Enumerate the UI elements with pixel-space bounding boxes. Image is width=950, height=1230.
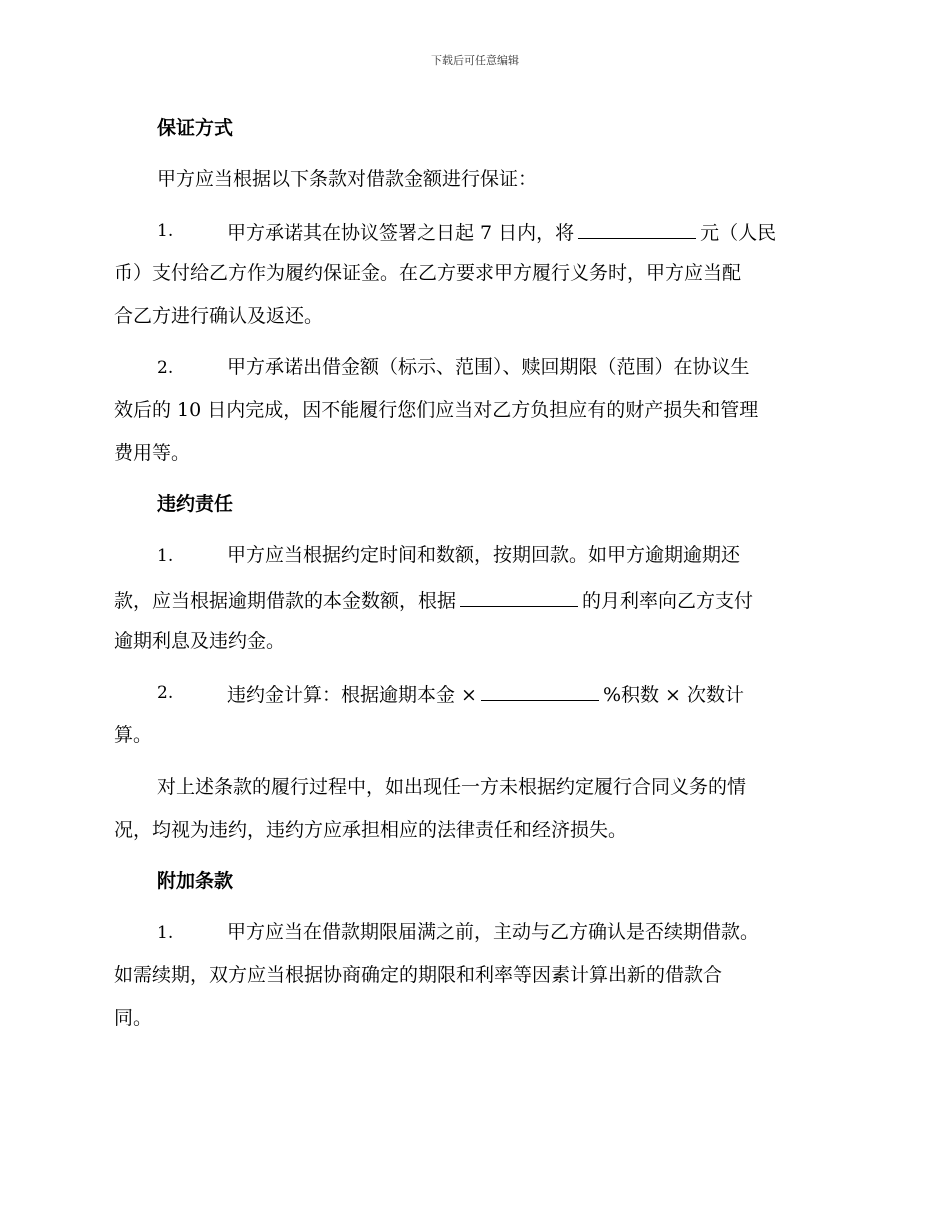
paragraph-line: 合乙方进行确认及返还。 — [114, 305, 324, 327]
paragraph-line: 币）支付给乙方作为履约保证金。在乙方要求甲方履行义务时，甲方应当配 — [114, 262, 742, 284]
section-heading-guarantee: 保证方式 — [157, 117, 234, 139]
paragraph-line: 如需续期，双方应当根据协商确定的期限和利率等因素计算出新的借款合 — [114, 964, 723, 986]
item-number: 1. — [157, 923, 174, 943]
paragraph-line — [114, 586, 753, 613]
fill-in-blank[interactable] — [460, 586, 578, 607]
paragraph-text: 甲方承诺其在协议签署之日起 7 日内，将 — [227, 222, 575, 244]
fill-in-blank[interactable] — [578, 218, 696, 239]
paragraph-text: 违约金计算：根据逾期本金 × — [227, 684, 477, 706]
paragraph-line: 算。 — [114, 724, 153, 746]
item-number: 2. — [157, 358, 174, 378]
paragraph-text: 元（人民 — [700, 222, 777, 244]
paragraph-line: 甲方应当根据约定时间和数额，按期回款。如甲方逾期逾期还 — [227, 544, 741, 566]
paragraph-text: 款，应当根据逾期借款的本金数额，根据 — [114, 590, 457, 612]
item-number: 1. — [157, 546, 174, 566]
paragraph-line: 对上述条款的履行过程中，如出现任一方未根据约定履行合同义务的情 — [157, 776, 747, 798]
paragraph-line: 甲方应当在借款期限届满之前，主动与乙方确认是否续期借款。 — [227, 921, 760, 943]
paragraph-line: 同。 — [114, 1007, 153, 1029]
paragraph-line: 费用等。 — [114, 442, 191, 464]
paragraph-line — [227, 218, 776, 245]
page-header-note: 下载后可任意编辑 — [431, 54, 519, 67]
paragraph-line: 况，均视为违约，违约方应承担相应的法律责任和经济损失。 — [114, 819, 628, 841]
item-number: 2. — [157, 683, 174, 703]
fill-in-blank[interactable] — [481, 680, 599, 701]
section-heading-liability: 违约责任 — [157, 493, 234, 515]
paragraph-text: %积数 × 次数计 — [602, 684, 745, 706]
section-heading-additional: 附加条款 — [157, 870, 234, 892]
section-intro: 甲方应当根据以下条款对借款金额进行保证： — [157, 168, 538, 190]
item-number: 1. — [157, 221, 174, 241]
paragraph-line: 甲方承诺出借金额（标示、范围）、赎回期限（范围）在协议生 — [227, 356, 750, 378]
paragraph-line — [227, 680, 744, 707]
paragraph-text: 的月利率向乙方支付 — [582, 590, 754, 612]
paragraph-line: 逾期利息及违约金。 — [114, 630, 286, 652]
paragraph-line: 效后的 10 日内完成，因不能履行您们应当对乙方负担应有的财产损失和管理 — [114, 399, 759, 421]
